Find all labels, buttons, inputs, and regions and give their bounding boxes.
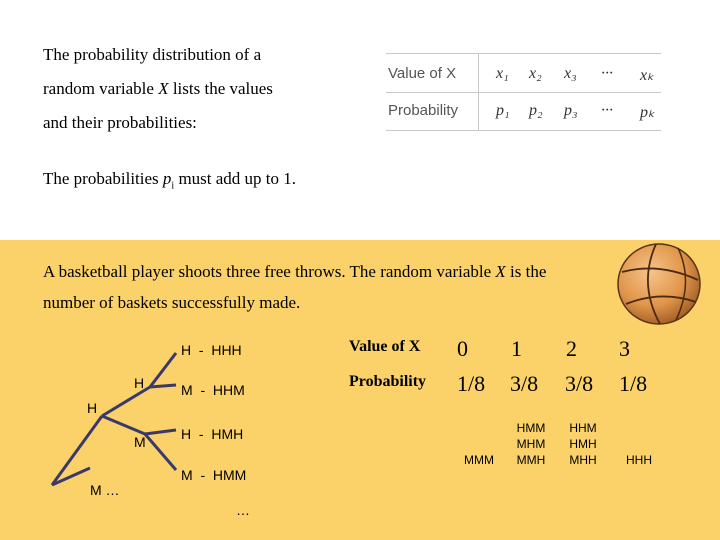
outcome: MHM: [516, 437, 546, 451]
value-cell: x₁: [496, 65, 509, 82]
example-line-2: number of baskets successfully made.: [43, 293, 301, 312]
outcome: MMH: [516, 453, 546, 467]
basketball-icon: [616, 242, 702, 326]
probability-1: 3/8: [510, 371, 539, 396]
probability-cell: p₃: [564, 102, 578, 119]
outcome: HHM: [569, 421, 597, 435]
intro-line-1: The probability distribution of a: [43, 45, 262, 64]
tree-leaf: H - HHH: [181, 342, 242, 358]
outcomes-1: [510, 420, 552, 468]
intro-line-4: The probabilities $p_i$ must add up to 1.: [43, 169, 297, 192]
value-row: [386, 56, 661, 94]
outcome: MMM: [464, 453, 494, 467]
outcomes-2: [562, 420, 604, 468]
tree-ellipsis: …: [236, 502, 250, 518]
outcome: HHH: [626, 453, 652, 467]
tree-diagram: [0, 330, 340, 540]
probability-cell: p₁: [496, 102, 510, 119]
value-3: 3: [619, 336, 630, 361]
outcomes-3: [618, 452, 660, 468]
probability-2: 3/8: [565, 371, 594, 396]
probability-cell: ···: [601, 102, 613, 119]
intro-line-3: and their probabilities:: [43, 113, 197, 132]
example-line-1: A basketball player shoots three free throws. The random variable X is the: [43, 262, 547, 281]
value-row-label: Value of X: [388, 65, 457, 82]
tree-leaf: M - HMM: [181, 467, 247, 483]
value-1: 1: [511, 336, 522, 361]
probability-row: [386, 92, 661, 131]
tree-leaf: M - HHM: [181, 382, 245, 398]
probability-cell: pₖ: [640, 104, 655, 121]
value-cell: x₂: [529, 65, 542, 82]
tree-root-m: M …: [90, 482, 120, 498]
value-cell: xₖ: [640, 67, 654, 84]
value-2: 2: [566, 336, 577, 361]
probability-row-label: Probability: [388, 102, 459, 119]
probability-cell: p₂: [529, 102, 543, 119]
probability-0: 1/8: [457, 371, 486, 396]
tree-h-m: M: [134, 434, 146, 450]
tree-leaf: H - HMH: [181, 426, 244, 442]
value-0: 0: [457, 336, 468, 361]
outcomes-0: [458, 452, 500, 468]
intro-line-2: random variable X lists the values: [43, 79, 273, 98]
outcome: MHH: [569, 453, 597, 467]
value-cell: ···: [601, 65, 613, 82]
distribution-table: [386, 53, 661, 131]
value-label: Value of X: [349, 338, 421, 355]
tree-h-h: H: [134, 375, 145, 391]
outcome: HMM: [516, 421, 546, 435]
probability-3: 1/8: [619, 371, 648, 396]
tree-root-h: H: [87, 400, 98, 416]
outcome: HMH: [569, 437, 597, 451]
probability-label: Probability: [349, 373, 427, 390]
value-cell: x₃: [564, 65, 577, 82]
